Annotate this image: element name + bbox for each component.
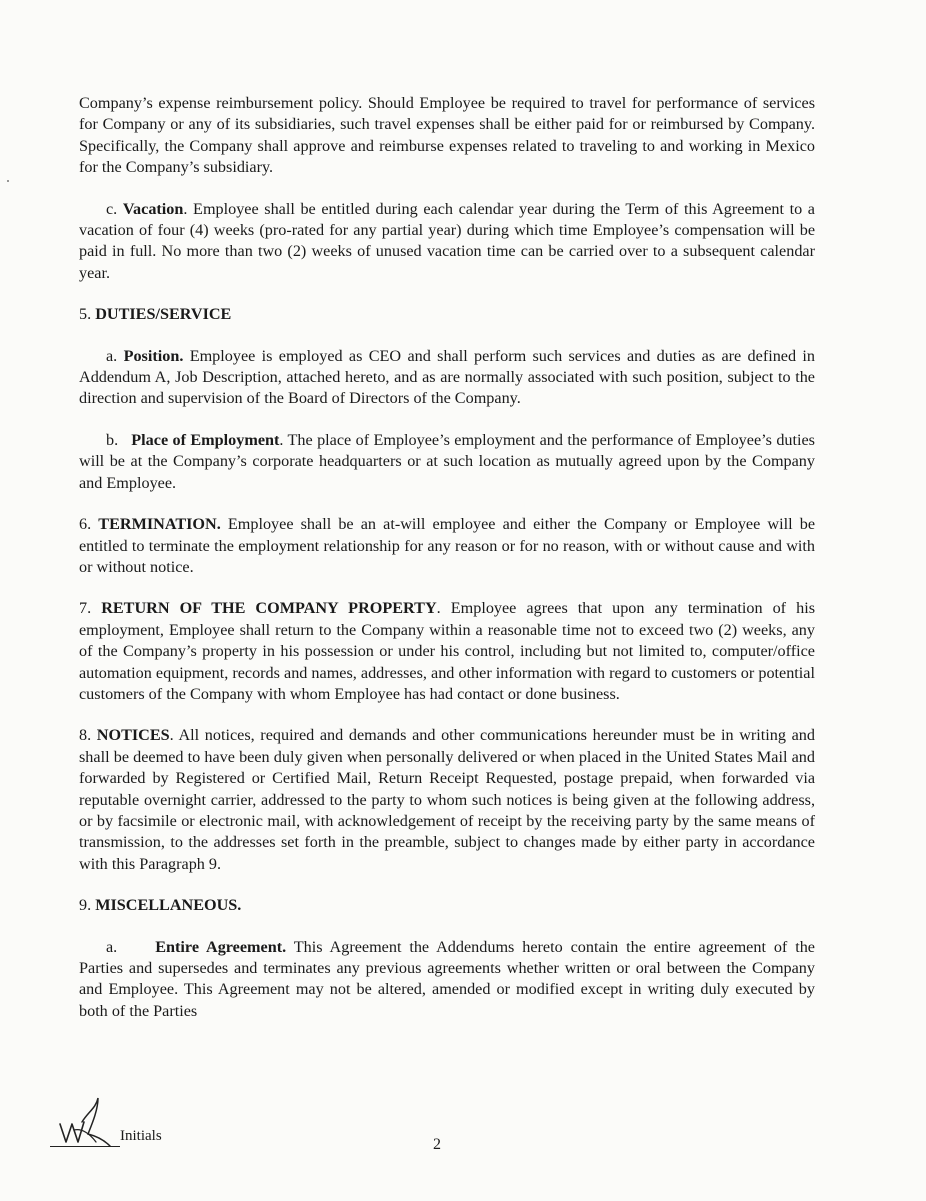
intro-paragraph: Company’s expense reimbursement policy. Should Employee be required to travel for performance of services for Company or any of its subsidiaries, such travel expenses shall be either paid for or reimbursed by Company. Specifically, the Company shall approve and reimburse expenses related to traveling to and working in Mexico for the Company’s subsidiary. — [79, 94, 815, 177]
vacation-text: . Employee shall be entitled during each calendar year during the Term of this Agreement to a vacation of four (4) weeks (pro-rated for any partial year) during which time Employee’s compensation will be paid in full. No more than two (2) weeks of unused vacation time can be carried over to a subsequent calendar year. — [79, 199, 815, 282]
section-7-paragraph — [79, 598, 815, 705]
section-7-text: . Employee agrees that upon any termination of his employment, Employee shall return to the Company within a reasonable time not to exceed two (2) weeks, any of the Company’s property in his possession or under his control, including but not limited to, computer/office automation equipment, records and names, addresses, and other information with regard to customers or potential customers of the Company with whom Employee has had contact or done business. — [79, 599, 816, 703]
vacation-paragraph — [79, 199, 815, 285]
entire-agreement-label: a. — [106, 937, 118, 956]
vacation-label: c. — [106, 199, 118, 218]
position-paragraph — [79, 346, 815, 410]
section-6-title: TERMINATION. — [98, 515, 221, 534]
section-8-title: NOTICES — [96, 726, 170, 745]
section-5-number: 5. — [79, 305, 92, 324]
position-title: Position. — [123, 346, 184, 365]
section-8-text: . All notices, required and demands and other communications hereunder must be in writing and shall be deemed to have been duly given when personally delivered or when placed in the United States Mail and forwarded by Registered or Certified Mail, Return Receipt Requested, postage prepaid, when forwarded via reputable overnight carrier, addressed to the party to whom such notices is being given at the following address, or by facsimile or electronic mail, with acknowledgement of receipt by the receiving party by the same means of transmission, to the addresses set forth in the preamble, subject to changes made by either party in accordance with this Paragraph 9. — [79, 726, 815, 873]
position-label: a. — [106, 346, 118, 365]
place-text: . The place of Employee’s employment and the performance of Employee’s duties will be at the Company’s corporate headquarters or at such location as mutually agreed upon by the Company and Employee. — [79, 430, 815, 492]
entire-agreement-paragraph — [79, 937, 815, 1023]
vacation-title: Vacation — [122, 199, 184, 218]
initials-underline — [50, 1146, 120, 1147]
section-5-title: DUTIES/SERVICE — [95, 305, 232, 324]
place-paragraph — [79, 430, 815, 494]
section-6-text: Employee shall be an at-will employee and either the Company or Employee will be entitled to terminate the employment relationship for any reason or for no reason, with or without cause and with or without notice. — [79, 515, 815, 576]
section-8-number: 8. — [79, 726, 92, 745]
entire-agreement-title: Entire Agreement. — [155, 937, 287, 956]
section-9-title: MISCELLANEOUS. — [95, 896, 242, 915]
page-number: 2 — [433, 1136, 441, 1153]
entire-agreement-text: This Agreement the Addendums hereto contain the entire agreement of the Parties and supersedes and terminates any previous agreements whether written or oral between the Company and Employee. This Agreement may not be altered, amended or modified except in writing duly executed by both of the Parties — [79, 937, 815, 1020]
section-5-heading — [79, 304, 815, 325]
section-7-title: RETURN OF THE COMPANY PROPERTY — [101, 599, 437, 618]
section-8-paragraph — [79, 725, 815, 875]
place-label: b. — [106, 430, 119, 449]
section-6-paragraph — [79, 514, 815, 578]
section-9-number: 9. — [79, 896, 92, 915]
place-title: Place of Employment — [131, 430, 280, 449]
section-6-number: 6. — [79, 515, 92, 534]
handwritten-initials-signature — [52, 1094, 122, 1154]
document-body — [79, 93, 815, 1022]
initials-block — [50, 1094, 190, 1154]
position-text: Employee is employed as CEO and shall perform such services and duties as are defined in Addendum A, Job Description, attached hereto, and as are normally associated with such position, subject to the direction and supervision of the Board of Directors of the Company. — [79, 346, 815, 408]
section-7-number: 7. — [79, 599, 92, 618]
initials-label: Initials — [120, 1128, 162, 1144]
scan-speck — [7, 180, 9, 182]
section-9-heading — [79, 895, 815, 916]
